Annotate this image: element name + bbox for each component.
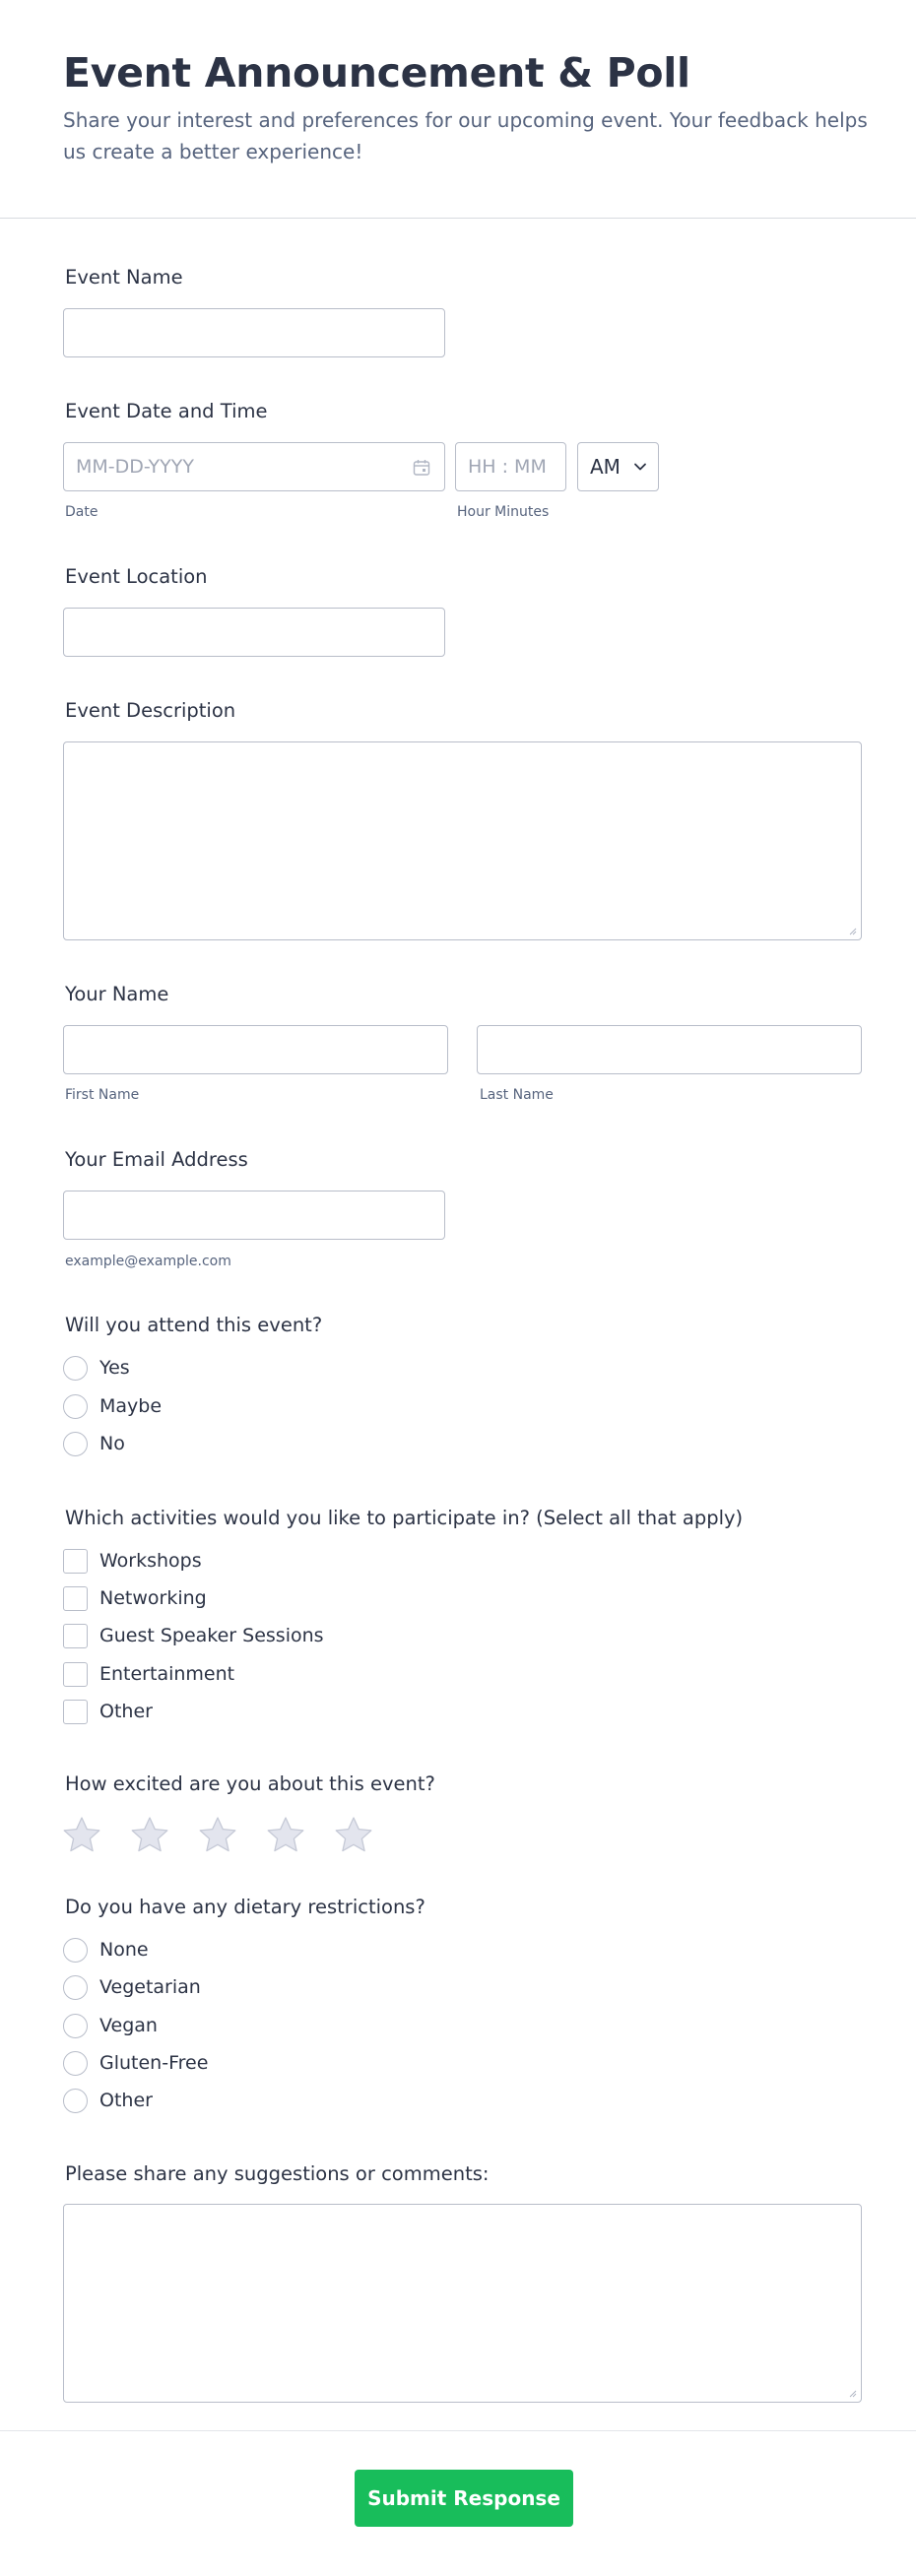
event-location-input[interactable] xyxy=(63,608,445,657)
email-sublabel: example@example.com xyxy=(65,1254,231,1269)
star-icon[interactable] xyxy=(130,1816,169,1853)
submit-button[interactable]: Submit Response xyxy=(355,2470,573,2527)
radio-button[interactable] xyxy=(63,1938,88,1963)
radio-button[interactable] xyxy=(63,1356,88,1381)
comments-textarea[interactable] xyxy=(63,2204,862,2403)
option-label: Workshops xyxy=(99,1550,202,1572)
last-name-input[interactable] xyxy=(477,1025,862,1074)
checkbox[interactable] xyxy=(63,1549,88,1574)
time-sublabel: Hour Minutes xyxy=(457,504,550,520)
option-label: Maybe xyxy=(99,1395,163,1417)
option-label: Gluten-Free xyxy=(99,2052,209,2074)
radio-button[interactable] xyxy=(63,1394,88,1419)
date-placeholder: MM-DD-YYYY xyxy=(76,456,194,478)
ampm-select[interactable] xyxy=(577,442,659,491)
dietary-label: Do you have any dietary restrictions? xyxy=(65,1896,425,1918)
attend-label: Will you attend this event? xyxy=(65,1314,323,1336)
option-label: Other xyxy=(99,2090,153,2111)
radio-button[interactable] xyxy=(63,1975,88,2000)
resize-handle-icon[interactable] xyxy=(849,928,857,935)
chevron-down-icon xyxy=(633,460,647,474)
event-date-input[interactable] xyxy=(63,442,445,491)
option-label: None xyxy=(99,1939,149,1961)
checkbox[interactable] xyxy=(63,1662,88,1687)
checkbox[interactable] xyxy=(63,1700,88,1724)
form-subtitle: Share your interest and preferences for our upcoming event. Your feedback helps us create a better experience! xyxy=(63,108,868,163)
date-sublabel: Date xyxy=(65,504,98,520)
activities-label: Which activities would you like to participate in? (Select all that apply) xyxy=(65,1507,744,1529)
event-description-textarea[interactable] xyxy=(63,741,862,940)
first-name-sublabel: First Name xyxy=(65,1087,140,1103)
star-icon[interactable] xyxy=(266,1816,305,1853)
time-placeholder: HH : MM xyxy=(468,456,547,478)
last-name-sublabel: Last Name xyxy=(480,1087,554,1103)
option-label: Entertainment xyxy=(99,1663,235,1685)
checkbox[interactable] xyxy=(63,1624,88,1648)
checkbox[interactable] xyxy=(63,1586,88,1611)
email-input[interactable] xyxy=(63,1191,445,1240)
form-title: Event Announcement & Poll xyxy=(63,49,690,97)
star-icon[interactable] xyxy=(62,1816,101,1853)
excitement-label: How excited are you about this event? xyxy=(65,1772,435,1795)
event-time-input[interactable] xyxy=(455,442,566,491)
ampm-value: AM xyxy=(590,455,621,479)
calendar-icon[interactable] xyxy=(413,459,430,477)
resize-handle-icon[interactable] xyxy=(849,2390,857,2398)
email-label: Your Email Address xyxy=(65,1148,248,1171)
radio-button[interactable] xyxy=(63,2089,88,2113)
option-label: No xyxy=(99,1433,125,1454)
radio-button[interactable] xyxy=(63,2014,88,2038)
option-label: Other xyxy=(99,1701,153,1722)
event-datetime-label: Event Date and Time xyxy=(65,400,268,422)
option-label: Vegetarian xyxy=(99,1976,201,1998)
star-icon[interactable] xyxy=(198,1816,237,1853)
event-name-label: Event Name xyxy=(65,266,183,289)
star-icon[interactable] xyxy=(334,1816,373,1853)
event-name-input[interactable] xyxy=(63,308,445,357)
comments-label: Please share any suggestions or comments: xyxy=(65,2162,490,2185)
option-label: Yes xyxy=(99,1357,130,1379)
option-label: Networking xyxy=(99,1587,207,1609)
radio-button[interactable] xyxy=(63,2051,88,2076)
radio-button[interactable] xyxy=(63,1432,88,1456)
event-location-label: Event Location xyxy=(65,565,208,588)
event-description-label: Event Description xyxy=(65,699,236,722)
option-label: Guest Speaker Sessions xyxy=(99,1625,324,1646)
form-header xyxy=(0,0,916,219)
option-label: Vegan xyxy=(99,2015,158,2036)
your-name-label: Your Name xyxy=(65,983,169,1005)
first-name-input[interactable] xyxy=(63,1025,448,1074)
